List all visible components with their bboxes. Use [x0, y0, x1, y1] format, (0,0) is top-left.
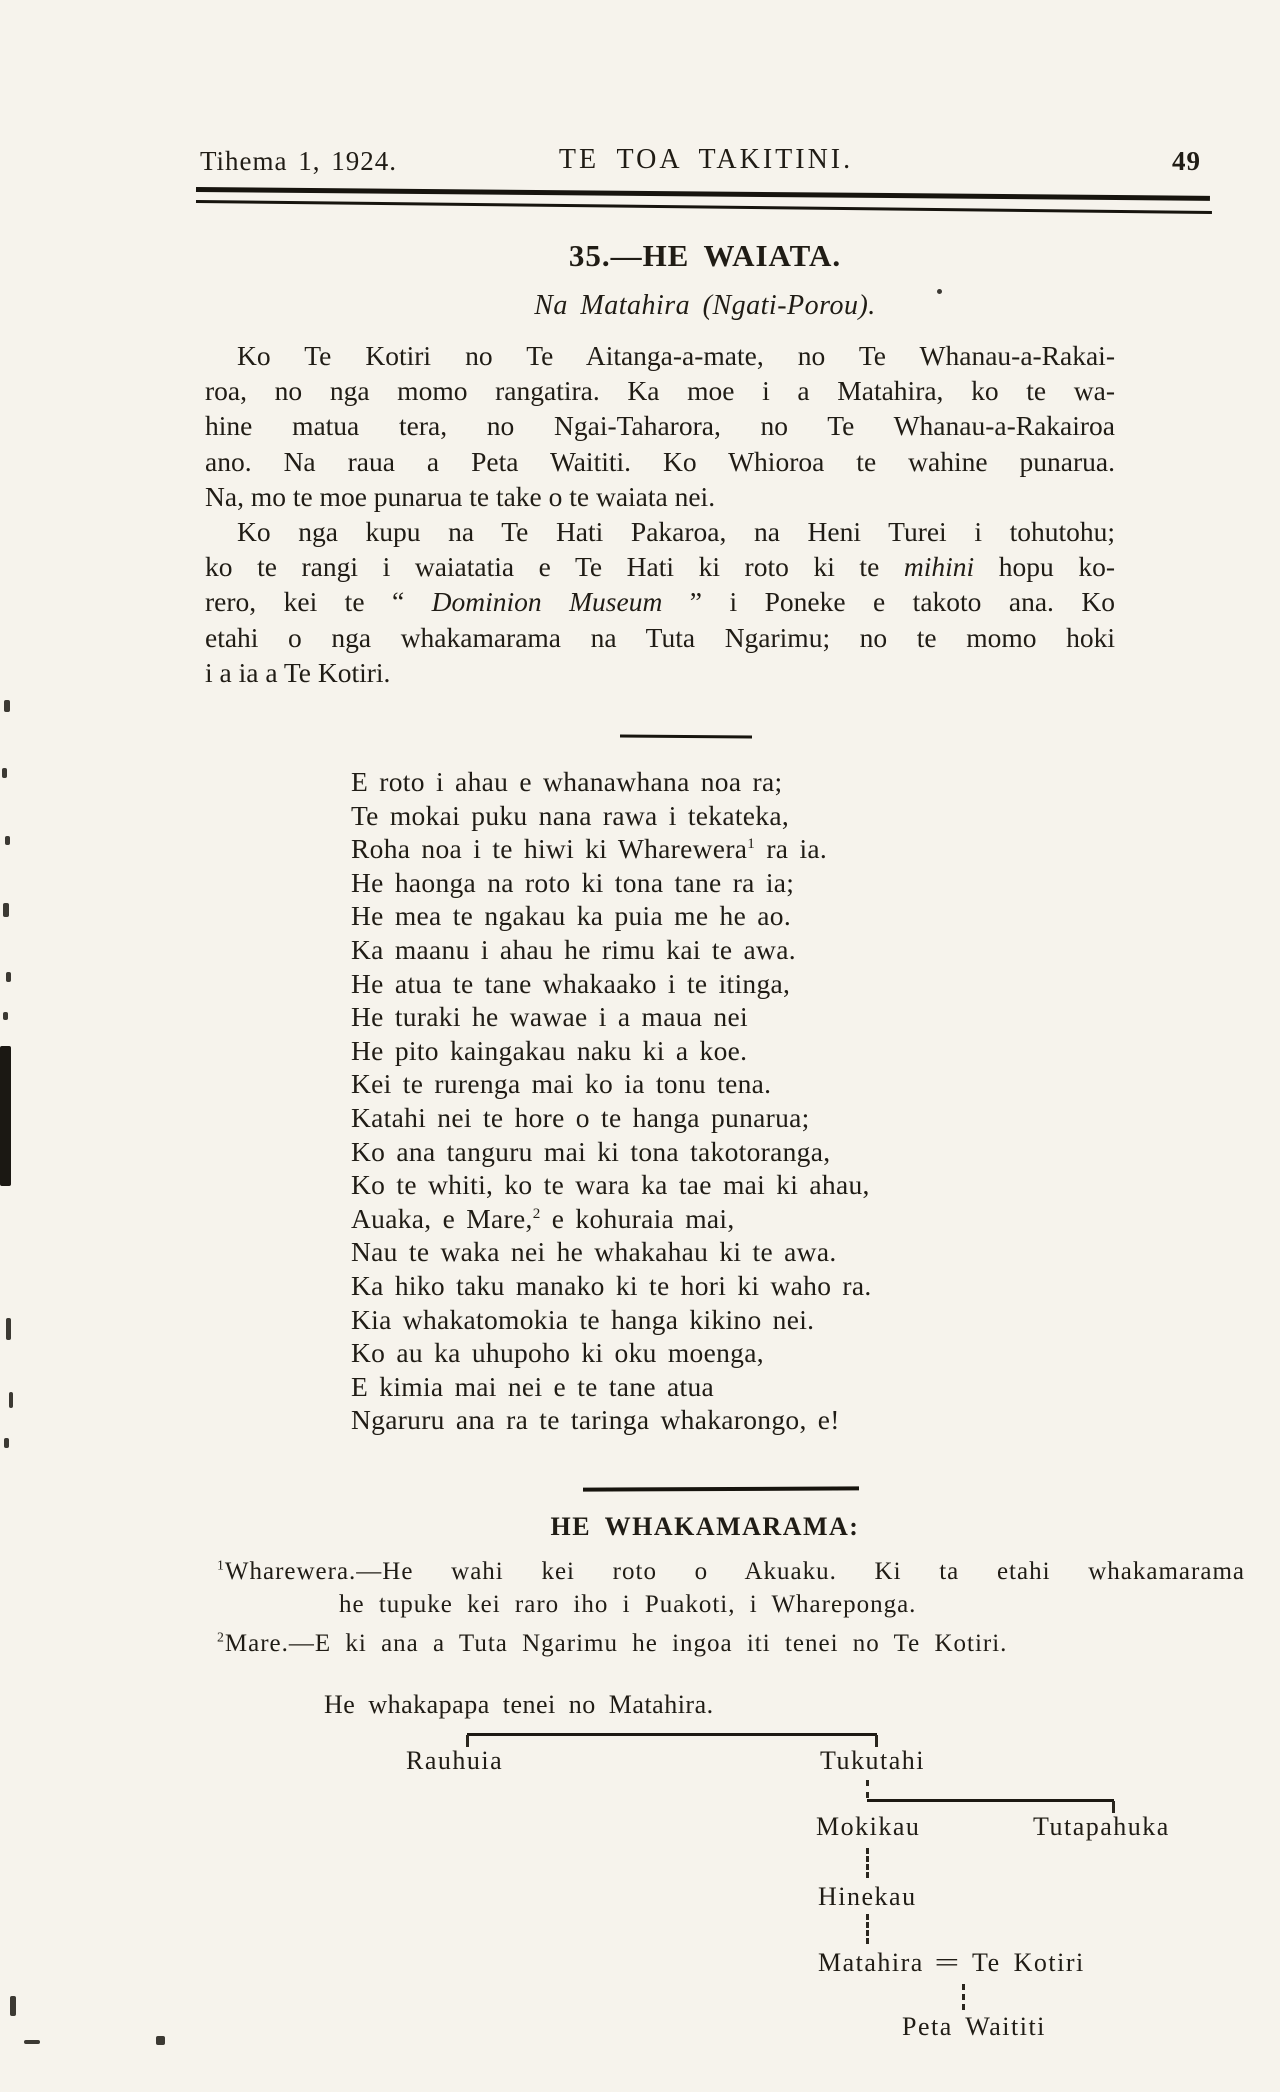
whakapapa-caption: He whakapapa tenei no Matahira. [324, 1690, 714, 1719]
text-segment: etahi o nga whakamarama na Tuta Ngarimu; no te momo hoki [205, 621, 1115, 653]
descent-line [962, 1984, 965, 2010]
text-segment: Ko nga kupu na Te Hati Pakaroa, na Heni Turei i tohutohu; [237, 516, 1115, 548]
text-segment: Kei te rurenga mai ko ia tonu tena. [351, 1068, 772, 1100]
text-segment: He mea te ngakau ka puia me he ao. [351, 900, 792, 932]
generation2-connector-line [867, 1799, 1114, 1802]
superscript-marker: 1 [217, 1557, 225, 1573]
scan-artifact [6, 1318, 11, 1340]
text-segment: He turaki he wawae i a maua nei [351, 1001, 748, 1033]
descent-line [866, 1914, 869, 1944]
text-segment: Ka maanu i ahau he rimu kai te awa. [351, 933, 796, 965]
ancestor-tukutahi: Tukutahi [820, 1746, 925, 1775]
text-segment: He atua te tane whakaako i te itinga, [351, 967, 791, 999]
descent-line [866, 1780, 869, 1798]
ancestor-tutapahuka: Tutapahuka [1033, 1812, 1170, 1841]
text-segment: Te mokai puku nana rawa i tekateka, [351, 799, 790, 831]
text-segment: Na, mo te moe punarua te take o te waiata nei. [205, 480, 716, 512]
text-segment: hopu ko- [974, 551, 1115, 583]
text-segment: Katahi nei te hore o te hanga punarua; [351, 1101, 810, 1133]
text-segment: hine matua tera, no Ngai-Taharora, no Te Whanau-a-Rakairoa [205, 410, 1115, 442]
text-segment: Ngaruru ana ra te taringa whakarongo, e! [351, 1404, 840, 1436]
italic-text: Dominion Museum [431, 586, 663, 618]
text-segment: E kimia mai nei e te tane atua [351, 1370, 715, 1402]
ancestor-hinekau: Hinekau [818, 1882, 917, 1911]
superscript-marker: 2 [532, 1205, 541, 1222]
scan-artifact [9, 1392, 13, 1408]
text-segment: Ko au ka uhupoho ki oku moenga, [351, 1337, 764, 1369]
scan-artifact [0, 1046, 11, 1186]
ancestor-te-kotiri: Te Kotiri [972, 1948, 1085, 1977]
scan-artifact [2, 768, 7, 778]
text-segment: rero, kei te “ [205, 586, 432, 618]
text-segment: Ko Te Kotiri no Te Aitanga-a-mate, no Te Whanau-a-Rakai- [237, 340, 1115, 371]
text-segment: i a ia a Te Kotiri. [205, 656, 391, 688]
text-segment: Roha noa i te hiwi ki Wharewera [351, 833, 748, 865]
text-segment: Ko te whiti, ko te wara ka tae mai ki ahau, [351, 1169, 870, 1201]
superscript-marker: 2 [217, 1629, 225, 1645]
text-segment: E roto i ahau e whanawhana noa ra; [351, 766, 783, 797]
superscript-marker: 1 [747, 836, 756, 853]
text-segment: Nau te waka nei he whakahau ki te awa. [351, 1236, 837, 1268]
descent-line [866, 1848, 869, 1878]
text-segment: Wharewera.—He wahi kei roto o Akuaku. Ki ta etahi whakamarama [224, 1558, 1245, 1585]
text-segment: Ka hiko taku manako ki te hori ki waho ra. [351, 1269, 872, 1301]
scan-artifact [3, 903, 9, 917]
text-segment: Auaka, e Mare, [351, 1202, 533, 1234]
scan-artifact [937, 289, 942, 294]
text-segment: He pito kaingakau naku ki a koe. [351, 1034, 748, 1066]
text-segment: Kia whakatomokia te hanga kikino nei. [351, 1303, 815, 1335]
notes-heading: HE WHAKAMARAMA: [550, 1512, 860, 1541]
text-segment: ” i Poneke e takoto ana. Ko [662, 586, 1115, 618]
text-segment: He haonga na roto ki tona tane ra ia; [351, 866, 795, 898]
generation1-connector-line [467, 1733, 877, 1736]
text-segment: ko te rangi i waiatatia e Te Hati ki roto ki te [205, 551, 904, 583]
ancestor-rauhuia: Rauhuia [406, 1746, 504, 1775]
scan-artifact [4, 700, 10, 712]
issue-date: Tihema 1, 1924. [200, 146, 398, 176]
text-segment: he tupuke kei raro iho i Puakoti, i Whareponga. [339, 1590, 917, 1618]
ancestor-mokikau: Mokikau [816, 1812, 921, 1841]
scan-artifact [5, 836, 10, 845]
page-number: 49 [1172, 146, 1201, 176]
article-byline: Na Matahira (Ngati-Porou). [534, 290, 876, 321]
scan-artifact [3, 1012, 8, 1020]
text-segment: e kohuraia mai, [540, 1202, 735, 1234]
scan-artifact [6, 972, 11, 982]
journal-title: TE TOA TAKITINI. [558, 144, 854, 175]
scan-artifact [24, 2040, 40, 2044]
ancestor-matahira: Matahira [818, 1948, 924, 1977]
scan-artifact [4, 1438, 9, 1448]
article-title: 35.—HE WAIATA. [568, 238, 842, 273]
text-segment: ra ia. [755, 833, 828, 865]
marriage-symbol: = [934, 1948, 962, 1977]
marriage-row [818, 1948, 1085, 1978]
italic-text: mihini [903, 551, 975, 583]
text-segment: Ko ana tanguru mai ki tona takotoranga, [351, 1135, 831, 1167]
text-segment: roa, no nga momo rangatira. Ka moe i a Matahira, ko te wa- [205, 375, 1115, 407]
descendant-peta-waititi: Peta Waititi [902, 2012, 1046, 2041]
scan-artifact [156, 2036, 165, 2045]
text-segment: Mare.—E ki ana a Tuta Ngarimu he ingoa iti tenei no Te Kotiri. [224, 1630, 1008, 1657]
scan-artifact [10, 1996, 16, 2016]
text-segment: ano. Na raua a Peta Waititi. Ko Whioroa te wahine punarua. [205, 445, 1115, 477]
